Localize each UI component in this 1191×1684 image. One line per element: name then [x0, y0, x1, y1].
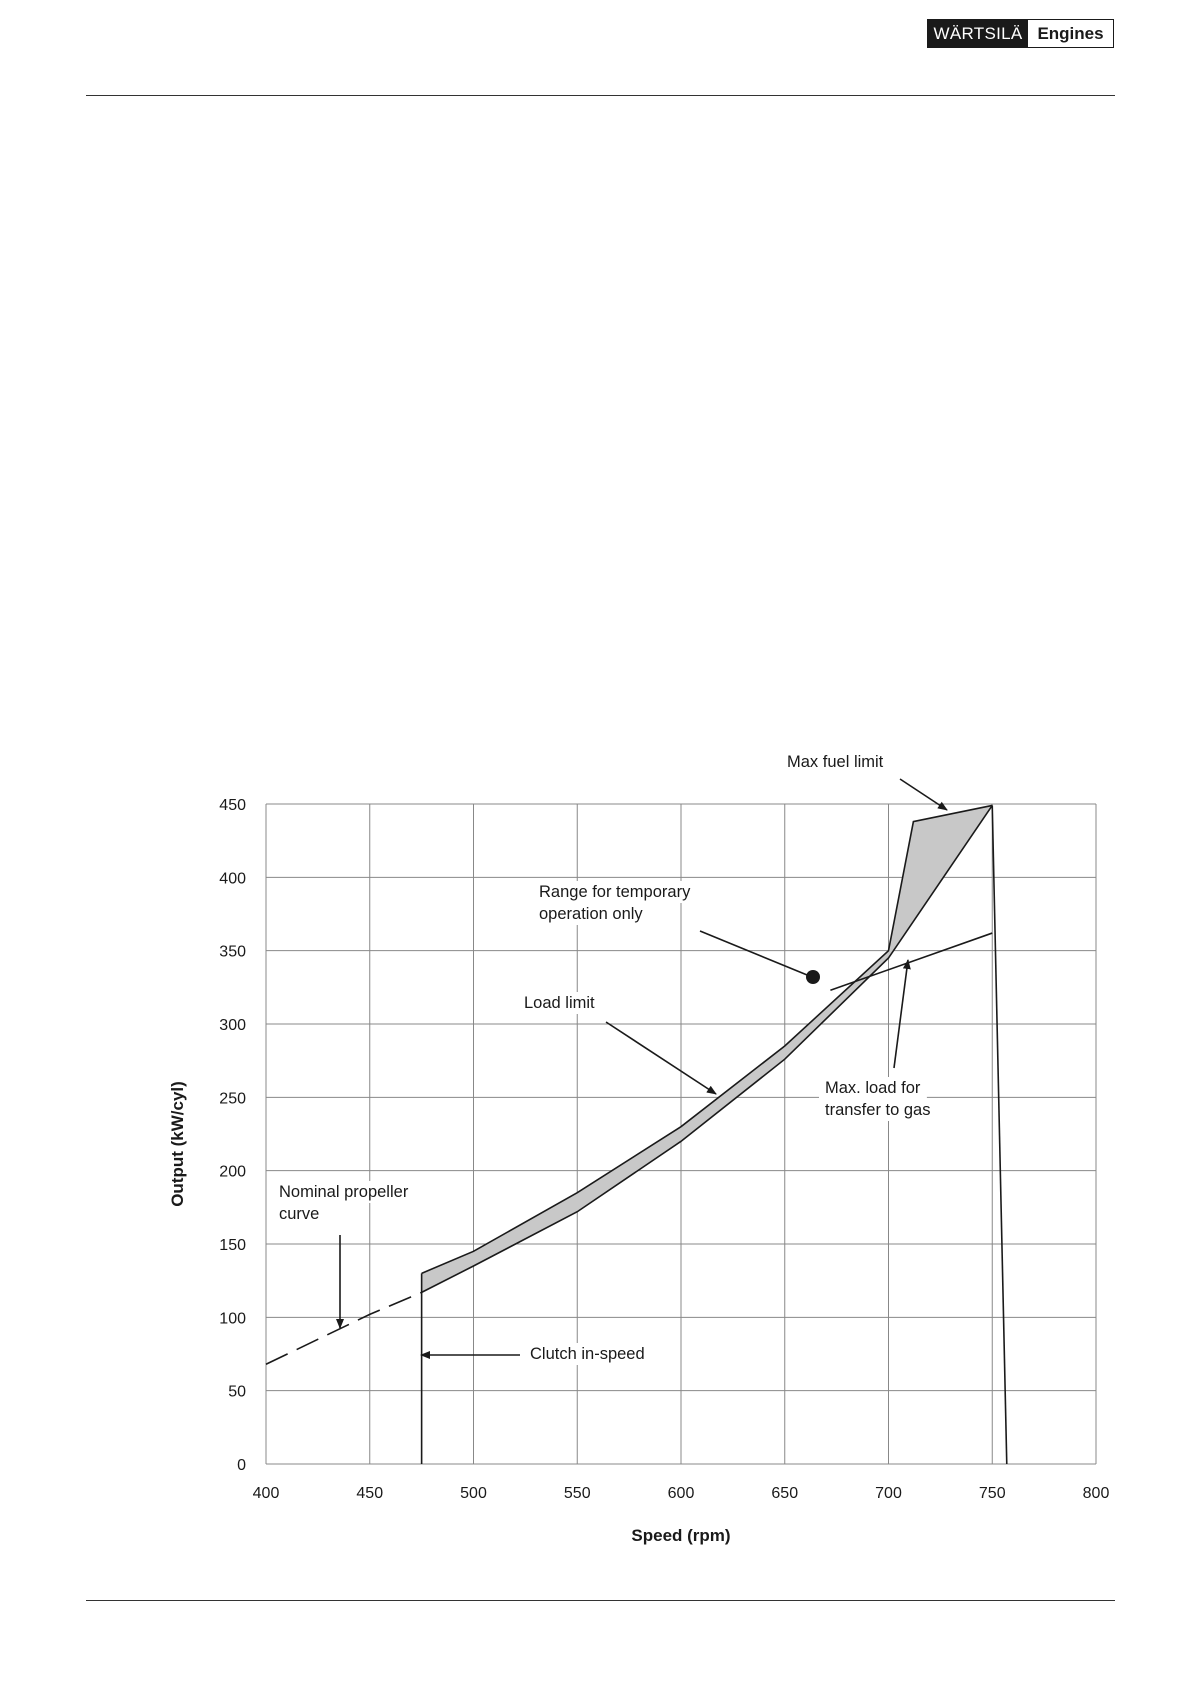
y-tick-label-250: 250 — [219, 1090, 246, 1108]
y-tick-label-400: 400 — [219, 870, 246, 888]
brand-name: WÄRTSILÄ — [928, 20, 1028, 47]
x-tick-label-750: 750 — [978, 1485, 1006, 1502]
x-tick-label-450: 450 — [356, 1485, 384, 1502]
x-tick-label-650: 650 — [771, 1485, 799, 1502]
y-tick-label-50: 50 — [228, 1383, 246, 1401]
y-tick-label-450: 450 — [219, 797, 246, 814]
series-line-max-load-for-transfer-to-gas — [830, 933, 992, 990]
annotation-max-load-line-1: Max. load for — [825, 1079, 921, 1097]
y-tick-label-300: 300 — [219, 1017, 246, 1034]
x-axis-title: Speed (rpm) — [631, 1526, 731, 1545]
series-line-speed-limit — [992, 805, 1007, 1464]
annotation-propeller-line-1: Nominal propeller — [279, 1183, 409, 1201]
arrow-max-fuel-limit — [900, 779, 947, 810]
y-tick-label-350: 350 — [219, 943, 246, 961]
annotation-range-line-1: Range for temporary — [539, 883, 691, 901]
x-tick-label-550: 550 — [563, 1485, 591, 1502]
series-line-nominal-propeller-curve — [266, 1292, 422, 1364]
x-tick-label-800: 800 — [1082, 1485, 1110, 1502]
x-tick-label-500: 500 — [460, 1485, 487, 1502]
y-tick-label-0: 0 — [237, 1457, 246, 1474]
y-tick-label-100: 100 — [219, 1310, 246, 1328]
marker-range-temporary — [806, 970, 820, 984]
annotation-range-line-2: operation only — [539, 905, 643, 923]
leader-range-temporary — [700, 931, 812, 977]
annotations — [273, 751, 947, 1365]
annotation-propeller-line-2: curve — [279, 1205, 320, 1223]
x-tick-label-700: 700 — [875, 1485, 902, 1502]
x-tick-label-400: 400 — [252, 1485, 280, 1502]
arrow-load-limit — [606, 1022, 716, 1094]
annotation-max-fuel-limit: Max fuel limit — [787, 753, 884, 771]
temporary-range-band — [422, 805, 993, 1292]
y-tick-label-150: 150 — [219, 1237, 246, 1254]
x-tick-label-600: 600 — [667, 1485, 695, 1502]
y-tick-label-200: 200 — [219, 1163, 246, 1181]
arrow-max-load-transfer — [894, 960, 908, 1068]
product-name: Engines — [1037, 23, 1104, 43]
y-axis-title: Output (kW/cyl) — [168, 1081, 187, 1207]
annotation-load-limit: Load limit — [524, 994, 595, 1012]
annotation-max-load-line-2: transfer to gas — [825, 1101, 931, 1119]
annotation-clutch-in-speed: Clutch in-speed — [530, 1345, 645, 1363]
temporary-operation-band — [422, 805, 993, 1292]
